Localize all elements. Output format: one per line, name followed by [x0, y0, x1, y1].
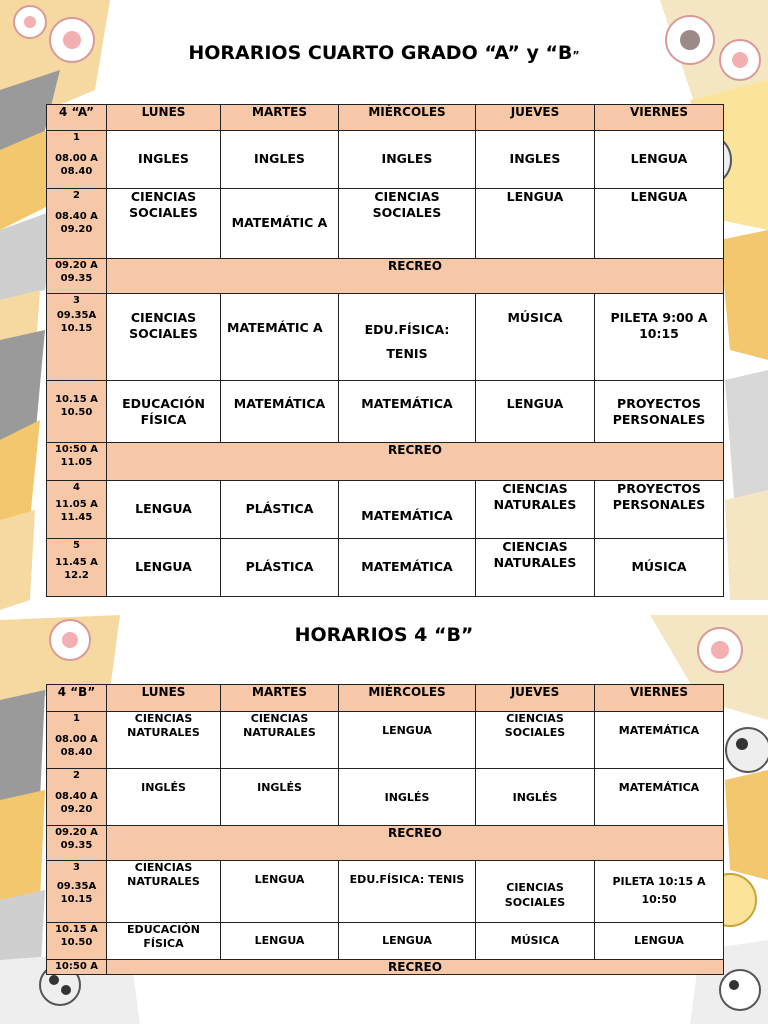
time-slot: [47, 259, 107, 294]
recess-label: RECREO: [107, 826, 724, 861]
table-row: [47, 294, 724, 381]
subject-cell: LENGUA: [107, 539, 221, 597]
subject-cell: [339, 294, 476, 381]
table-row: [47, 539, 724, 597]
subject-cell: INGLES: [476, 131, 595, 189]
subject-cell: MATEMÁTICA: [595, 712, 724, 769]
page-title-a-suffix: ”: [572, 49, 580, 62]
time-range: 10:50 A 11.05: [54, 444, 99, 468]
table-row: [47, 481, 724, 539]
header-day: VIERNES: [595, 685, 724, 712]
subject-cell: MÚSICA: [595, 539, 724, 597]
header-group: 4 “A”: [47, 105, 107, 131]
time-range: 09.35A 10.15: [56, 881, 97, 905]
subject-cell: INGLÉS: [221, 769, 339, 826]
subject-cell: LENGUA: [476, 381, 595, 443]
header-day: VIERNES: [595, 105, 724, 131]
subject-cell: LENGUA: [339, 923, 476, 960]
subject-cell: LENGUA: [221, 923, 339, 960]
period-number: 1: [73, 132, 80, 143]
page-title-a-text: HORARIOS CUARTO GRADO “A” y “B: [188, 42, 573, 64]
subject-cell: INGLES: [221, 131, 339, 189]
subject-cell: LENGUA: [221, 861, 339, 923]
time-slot: [47, 381, 107, 443]
time-slot: [47, 131, 107, 189]
table-row: [47, 189, 724, 259]
subject-cell: PROYECTOS PERSONALES: [595, 381, 724, 443]
subject-text: EDU.FÍSICA: TENIS: [364, 322, 450, 361]
subject-cell: CIENCIAS NATURALES: [476, 539, 595, 597]
time-range: 08.40 A 09.20: [55, 791, 98, 815]
table-row: [47, 381, 724, 443]
period-number: 2: [73, 190, 80, 201]
time-slot: [47, 481, 107, 539]
subject-cell: MATEMÁTICA: [339, 481, 476, 539]
paw-cluster-mid-right: [725, 490, 768, 600]
subject-cell: CIENCIAS NATURALES: [221, 712, 339, 769]
subject-cell: CIENCIAS SOCIALES: [476, 861, 595, 923]
table-row: [47, 712, 724, 769]
subject-cell: CIENCIAS SOCIALES: [339, 189, 476, 259]
time-slot: [47, 826, 107, 861]
recess-row: [47, 826, 724, 861]
subject-cell: INGLÉS: [339, 769, 476, 826]
header-day: JUEVES: [476, 685, 595, 712]
subject-cell: MATEMÁTICA: [221, 381, 339, 443]
subject-cell: MÚSICA: [476, 294, 595, 381]
paw-cluster-mid-left: [0, 330, 45, 610]
subject-cell: INGLES: [107, 131, 221, 189]
time-range: 08.40 A 09.20: [55, 211, 98, 235]
subject-cell: MÚSICA: [476, 923, 595, 960]
subject-cell: LENGUA: [107, 481, 221, 539]
time-slot: [47, 769, 107, 826]
subject-cell: MATEMÁTICA: [339, 539, 476, 597]
subject-cell: CIENCIAS NATURALES: [107, 861, 221, 923]
recess-label: RECREO: [107, 443, 724, 481]
table-row: [47, 131, 724, 189]
time-slot: [47, 539, 107, 597]
subject-cell: MATEMÁTICA: [339, 381, 476, 443]
recess-row: [47, 960, 724, 975]
subject-cell: INGLES: [339, 131, 476, 189]
time-range: 08.00 A 08.40: [55, 734, 98, 758]
time-range: 10:50 A: [54, 961, 99, 972]
time-slot: [47, 443, 107, 481]
time-range: 09.20 A 09.35: [55, 260, 98, 284]
time-slot: [47, 861, 107, 923]
schedule-table-4a: [46, 104, 724, 597]
subject-cell: [595, 861, 724, 923]
subject-cell: PLÁSTICA: [221, 539, 339, 597]
time-slot: [47, 189, 107, 259]
time-slot: [47, 923, 107, 960]
table-row: [47, 861, 724, 923]
subject-cell: CIENCIAS SOCIALES: [476, 712, 595, 769]
subject-cell: EDUCACIÓN FÍSICA: [107, 923, 221, 960]
subject-cell: LENGUA: [339, 712, 476, 769]
time-range: 10.15 A 10.50: [55, 924, 98, 948]
period-number: 3: [73, 295, 80, 306]
table-row: [47, 769, 724, 826]
period-number: 2: [73, 770, 80, 781]
subject-cell: CIENCIAS SOCIALES: [107, 294, 221, 381]
period-number: 3: [73, 862, 80, 873]
subject-cell: PROYECTOS PERSONALES: [595, 481, 724, 539]
period-number: 5: [73, 540, 80, 551]
time-slot: [47, 960, 107, 975]
header-day: LUNES: [107, 685, 221, 712]
time-range: 11.45 A 12.2: [55, 557, 98, 581]
table-header-row: [47, 685, 724, 712]
recess-label: RECREO: [107, 259, 724, 294]
subject-cell: CIENCIAS NATURALES: [107, 712, 221, 769]
subject-cell: EDU.FÍSICA: TENIS: [339, 861, 476, 923]
subject-cell: LENGUA: [476, 189, 595, 259]
subject-cell: LENGUA: [595, 189, 724, 259]
page-title-a: [0, 42, 768, 64]
header-day: MIÉRCOLES: [339, 105, 476, 131]
header-day: MARTES: [221, 105, 339, 131]
subject-cell: CIENCIAS NATURALES: [476, 481, 595, 539]
table-header-row: [47, 105, 724, 131]
header-day: MIÉRCOLES: [339, 685, 476, 712]
subject-cell: MATEMÁTICA: [595, 769, 724, 826]
time-range: 09.35A 10.15: [56, 310, 97, 334]
subject-cell: LENGUA: [595, 923, 724, 960]
time-slot: [47, 712, 107, 769]
recess-row: [47, 259, 724, 294]
time-range: 08.00 A 08.40: [55, 153, 98, 177]
header-group: 4 “B”: [47, 685, 107, 712]
period-number: 1: [73, 713, 80, 724]
time-slot: [47, 294, 107, 381]
subject-cell: PILETA 9:00 A 10:15: [595, 294, 724, 381]
recess-label: RECREO: [107, 960, 724, 975]
subject-cell: INGLÉS: [476, 769, 595, 826]
subject-cell: MATEMÁTIC A: [221, 189, 339, 259]
recess-row: [47, 443, 724, 481]
subject-cell: CIENCIAS SOCIALES: [107, 189, 221, 259]
header-day: MARTES: [221, 685, 339, 712]
time-range: 10.15 A 10.50: [55, 394, 98, 418]
subject-cell: EDUCACIÓN FÍSICA: [107, 381, 221, 443]
subject-cell: MATEMÁTIC A: [221, 294, 339, 381]
period-number: 4: [73, 482, 80, 493]
header-day: JUEVES: [476, 105, 595, 131]
time-range: 11.05 A 11.45: [55, 499, 98, 523]
page-title-b: HORARIOS 4 “B”: [294, 624, 474, 646]
schedule-table-4b: [46, 684, 724, 975]
time-range: 09.20 A 09.35: [55, 827, 98, 851]
subject-cell: INGLÉS: [107, 769, 221, 826]
table-row: [47, 923, 724, 960]
subject-cell: LENGUA: [595, 131, 724, 189]
subject-text: PILETA 10:15 A 10:50: [612, 875, 706, 906]
header-day: LUNES: [107, 105, 221, 131]
subject-cell: PLÁSTICA: [221, 481, 339, 539]
